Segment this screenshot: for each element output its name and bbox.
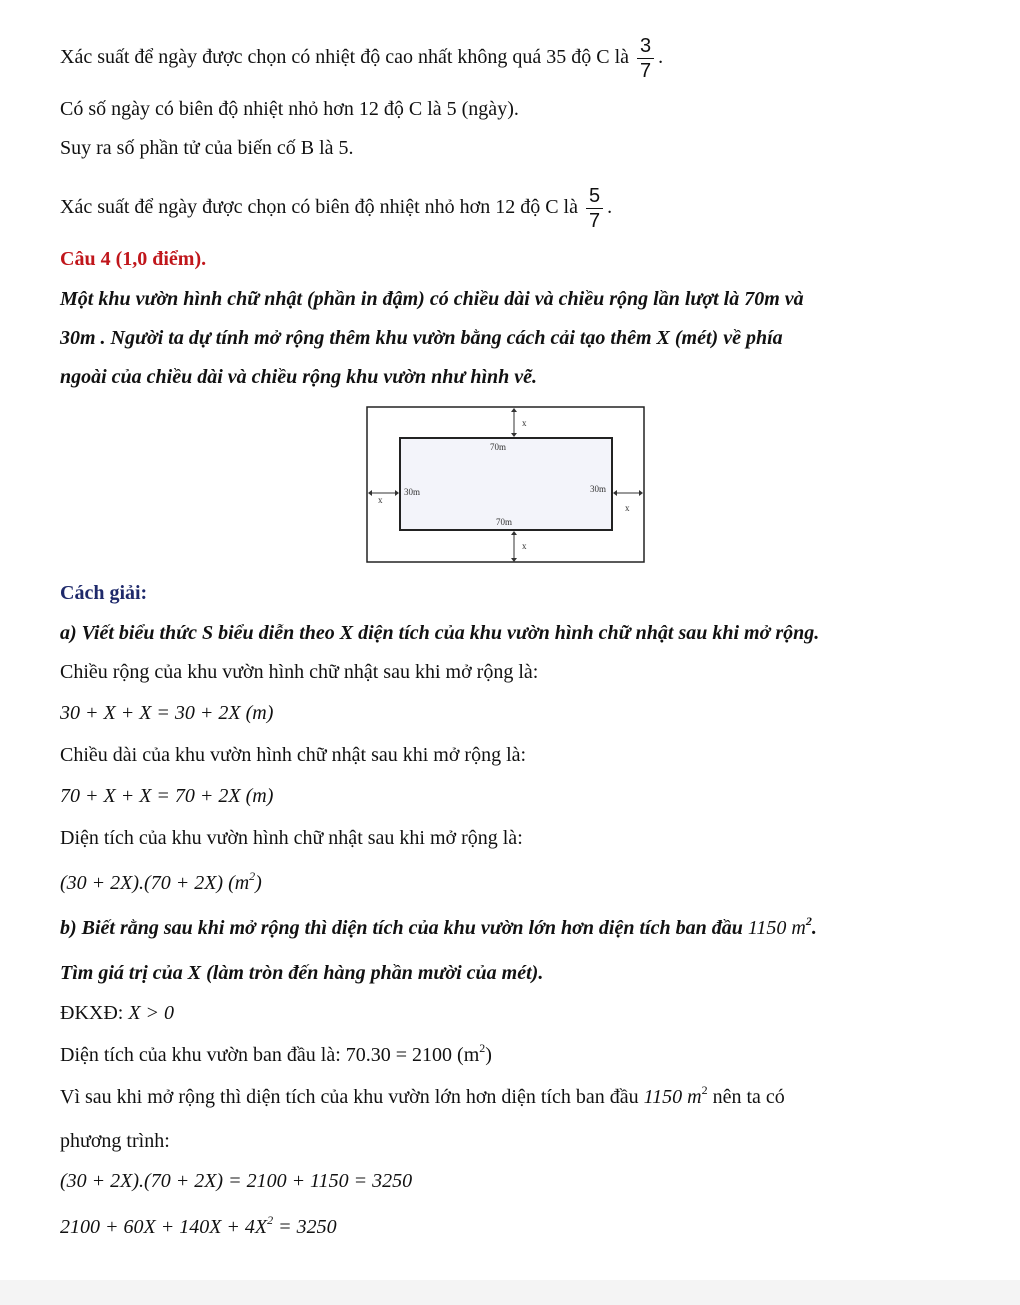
part-b-heading: b) Biết rằng sau khi mở rộng thì diện tích của khu vườn lớn hơn diện tích ban đầu 1150 $m^2$. — [60, 914, 817, 939]
fraction-5-7: $\frac{5}{7}$ — [586, 184, 603, 233]
left-x-label: x — [378, 495, 383, 505]
page-bottom-margin — [0, 1280, 1020, 1305]
problem-line-2: 30m . Người ta dự tính mở rộng thêm khu vườn bằng cách cải tạo thêm X (mét) về phía — [60, 327, 783, 349]
probability-line-1: Xác suất để ngày được chọn có nhiệt độ cao nhất không quá 35 độ C là $\frac{3}{7}$ . — [60, 35, 664, 82]
reason-line: Vì sau khi mở rộng thì diện tích của khu vườn lớn hơn diện tích ban đầu 1150 $m^2$ nên ta có — [60, 1083, 785, 1108]
length-label: Chiều dài của khu vườn hình chữ nhật sau khi mở rộng là: — [60, 744, 527, 766]
top-length-label: 70m — [490, 442, 507, 452]
garden-diagram — [366, 406, 646, 564]
width-equation: 30 + X + X = 30 + 2X (m) — [60, 702, 274, 724]
bottom-x-label: x — [522, 541, 527, 551]
area-label: Diện tích của khu vườn hình chữ nhật sau khi mở rộng là: — [60, 827, 523, 849]
equation-1: (30 + 2X).(70 + 2X) = 2100 + 1150 = 3250 — [60, 1170, 413, 1192]
condition-line: ĐKXĐ: X > 0 — [60, 1002, 175, 1024]
length-equation: 70 + X + X = 70 + 2X (m) — [60, 785, 274, 807]
count-line: Có số ngày có biên độ nhiệt nhỏ hơn 12 độ C là 5 (ngày). — [60, 98, 519, 120]
top-x-label: x — [522, 418, 527, 428]
problem-line-1: Một khu vườn hình chữ nhật (phần in đậm) có chiều dài và chiều rộng lần lượt là 70m và — [60, 288, 804, 310]
part-a-heading: a) Viết biểu thức S biểu diễn theo X diện tích của khu vườn hình chữ nhật sau khi mở rộng. — [60, 622, 820, 644]
event-b-line: Suy ra số phần tử của biến cố B là 5. — [60, 137, 354, 159]
area-equation: (30 + 2X).(70 + 2X) $(m^2)$ — [60, 869, 262, 894]
fraction-3-7: $\frac{3}{7}$ — [637, 34, 654, 83]
equation-2: $2100 + 60X + 140X + 4X^2 = 3250$ — [60, 1213, 337, 1238]
part-b-subheading: Tìm giá trị của X (làm tròn đến hàng phần mười của mét). — [60, 962, 544, 984]
initial-area-line: Diện tích của khu vườn ban đầu là: 70.30 = 2100 $(m^2)$ — [60, 1041, 492, 1066]
reason-line-2: phương trình: — [60, 1130, 170, 1152]
width-label: Chiều rộng của khu vườn hình chữ nhật sau khi mở rộng là: — [60, 661, 539, 683]
solution-heading: Cách giải: — [60, 582, 148, 604]
left-width-label: 30m — [404, 487, 421, 497]
right-width-label: 30m — [590, 484, 607, 494]
bottom-length-label: 70m — [496, 517, 513, 527]
right-x-label: x — [625, 503, 630, 513]
probability-line-2: Xác suất để ngày được chọn có biên độ nhiệt nhỏ hơn 12 độ C là $\frac{5}{7}$ . — [60, 185, 613, 232]
problem-line-3: ngoài của chiều dài và chiều rộng khu vườn như hình vẽ. — [60, 366, 538, 388]
question-heading: Câu 4 (1,0 điểm). — [60, 248, 207, 270]
